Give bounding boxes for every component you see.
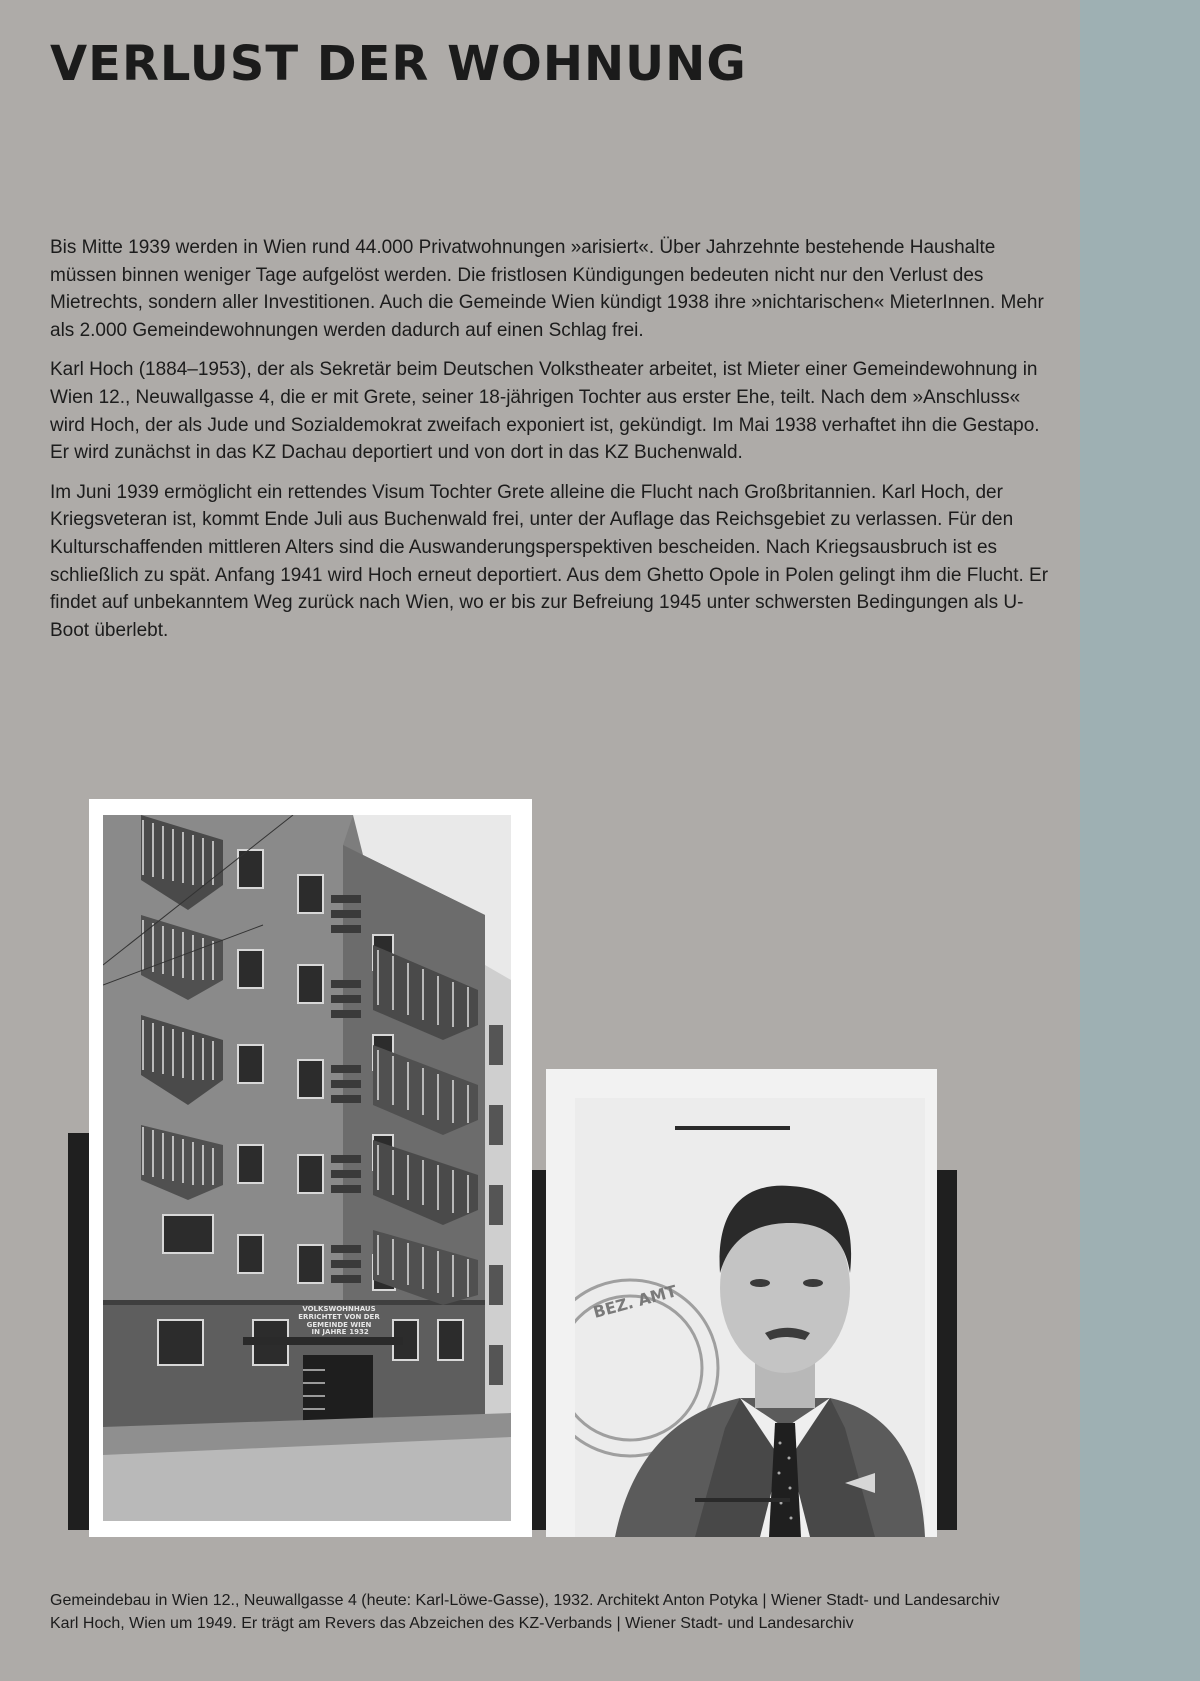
inscription-line-2: ERRICHTET VON DER [298,1313,380,1321]
paragraph-2: Karl Hoch (1884–1953), der als Sekretär beim Deutschen Volkstheater arbeitet, ist Mieter einer Gemeindewohnung in Wien 12., Neuwallgasse 4, die er mit Grete, seiner 18-jährigen Tochter aus erster Ehe, teilt. Nach dem »Anschluss« wird Hoch, der als Jude und Sozialdemokrat zweifach exponiert ist, gekündigt. Im Mai 1938 verhaftet ihn die Gestapo. Er wird zunächst in das KZ Dachau deportiert und von dort in das KZ Buchenwald. [50,359,1040,464]
inscription-line-3: GEMEINDE WIEN [306,1321,372,1329]
caption-building: Gemeindebau in Wien 12., Neuwallgasse 4 (heute: Karl-Löwe-Gasse), 1932. Architekt Anton Potyka | Wiener Stadt- und Landesarchiv [50,1592,1000,1609]
portrait-photo-icon [575,1098,925,1537]
captions [50,1589,1070,1635]
apartment-building-photo-icon [103,815,511,1521]
inscription-line-5: 1932 [349,1328,369,1336]
stamp-text: BEZ. AMT [591,1281,679,1322]
side-stripe [1080,0,1200,1681]
inscription-line-4: IN JAHRE [311,1328,347,1336]
caption-portrait: Karl Hoch, Wien um 1949. Er trägt am Revers das Abzeichen des KZ-Verbands | Wiener Stadt- und Landesarchiv [50,1615,854,1632]
paragraph-3: Im Juni 1939 ermöglicht ein rettendes Visum Tochter Grete alleine die Flucht nach Großbritannien. Karl Hoch, der Kriegsveteran ist, kommt Ende Juli aus Buchenwald frei, unter der Auflage das Reichsgebiet zu verlassen. Für den Kulturschaffenden mittleren Alters sind die Auswanderungsperspektiven bescheiden. Nach Kriegsausbruch ist es schließlich zu spät. Anfang 1941 wird Hoch erneut deportiert. Aus dem Ghetto Opole in Polen gelingt ihm die Flucht. Er findet auf unbekanntem Weg zurück nach Wien, wo er bis zur Befreiung 1945 unter schwersten Bedingungen als U-Boot überlebt. [50,481,1049,641]
paragraph-1: Bis Mitte 1939 werden in Wien rund 44.000 Privatwohnungen »arisiert«. Über Jahrzehnte bestehende Haushalte müssen binnen weniger Tage aufgelöst werden. Die fristlosen Kündigungen bedeuten nicht nur den Verlust des Mietrechts, sondern aller Investitionen. Auch die Gemeinde Wien kündigt 1938 ihre »nichtarischen« MieterInnen. Mehr als 2.000 Gemeindewohnungen werden dadurch auf einen Schlag frei. [50,237,1044,341]
page-title: VERLUST DER WOHNUNG [50,36,747,92]
inscription-line-1: VOLKSWOHNHAUS [302,1305,376,1313]
body-text [50,234,1060,656]
